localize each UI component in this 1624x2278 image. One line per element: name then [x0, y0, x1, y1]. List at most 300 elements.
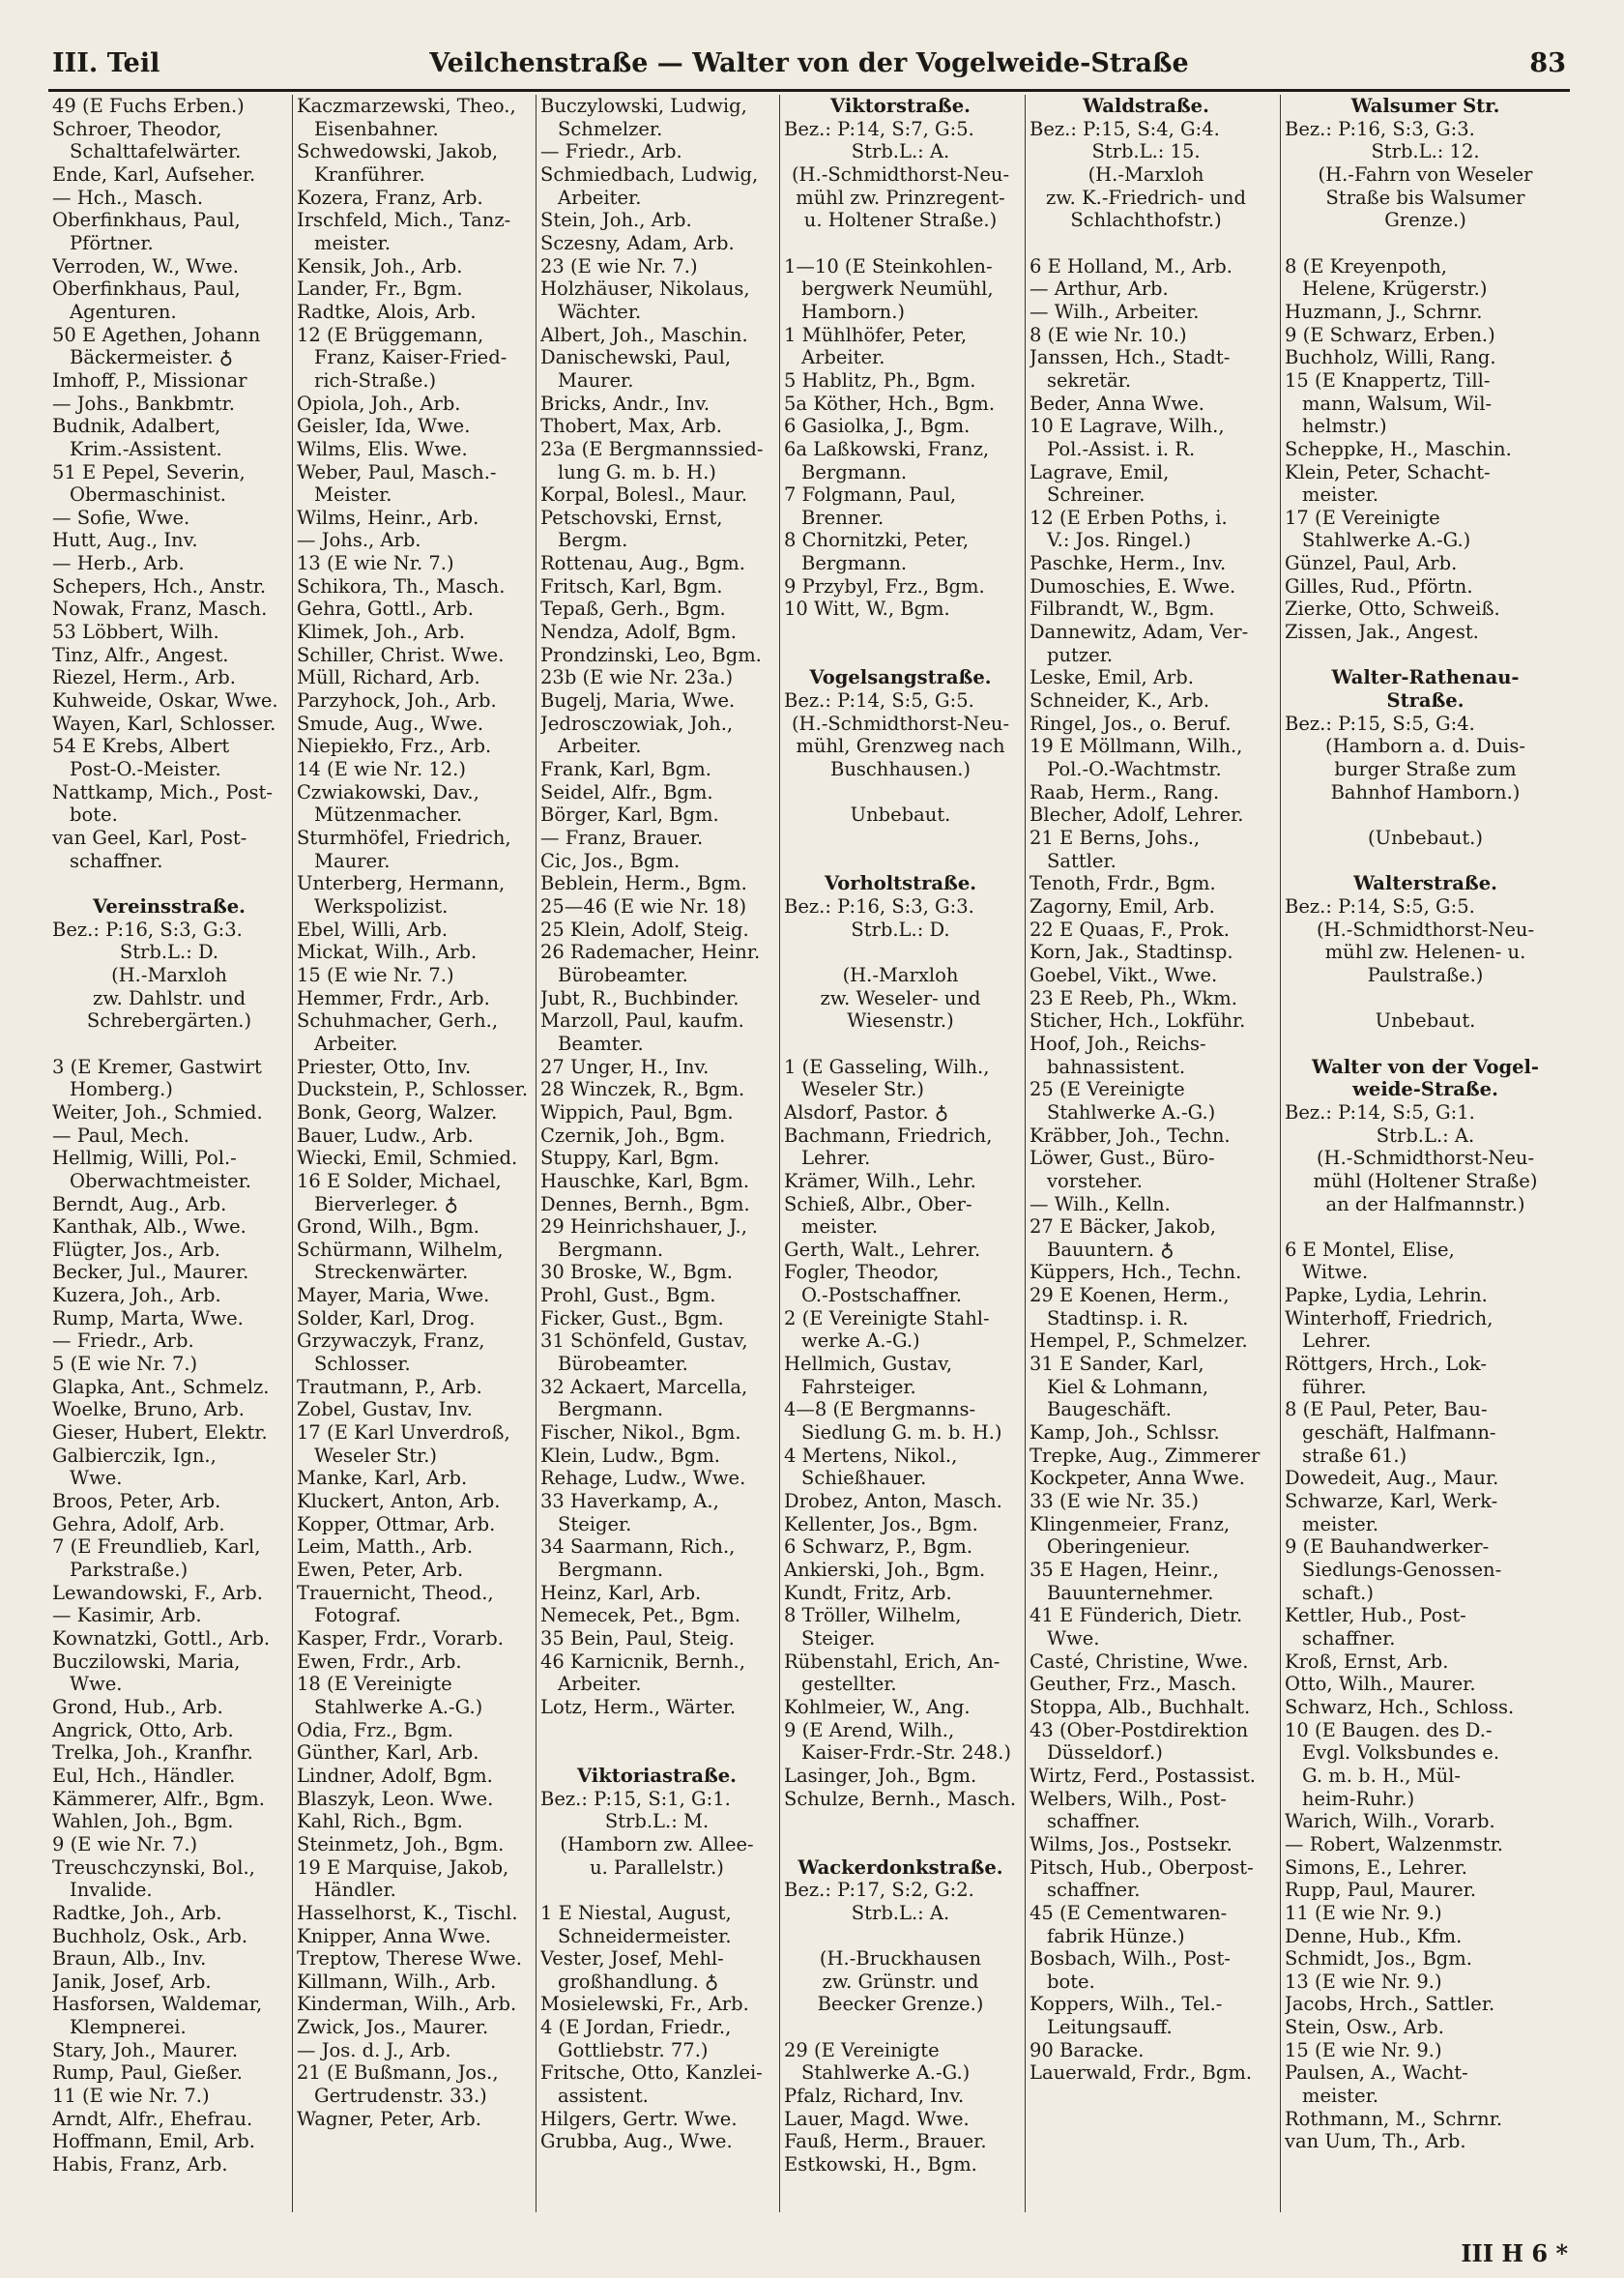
entry-line: Lewandowski, F., Arb.	[52, 1581, 263, 1604]
entry-line: 6 E Holland, M., Arb.	[1030, 254, 1232, 277]
entry-line: 13 (E wie Nr. 7.)	[297, 552, 454, 575]
entry-line: Kuzera, Joh., Arb.	[52, 1284, 221, 1307]
entry-line: Gilles, Rud., Pförtn.	[1285, 574, 1473, 598]
entry-line: meister.	[1302, 2085, 1379, 2108]
entry-line: Kellenter, Jos., Bgm.	[784, 1512, 978, 1535]
entry-line: Strb.L.: A.	[851, 140, 950, 163]
entry-line: Simons, E., Lehrer.	[1285, 1855, 1467, 1879]
entry-line: Stahlwerke A.-G.)	[314, 1695, 483, 1718]
entry-line: Hellmich, Gustav,	[784, 1353, 953, 1376]
entry-line: Drobez, Anton, Masch.	[784, 1490, 1002, 1513]
entry-line: Schieß, Albr., Ober-	[784, 1192, 972, 1215]
entry-line: Leim, Matth., Arb.	[297, 1535, 474, 1559]
entry-line: 1 (E Gasseling, Wilh.,	[784, 1055, 990, 1078]
column-3	[536, 95, 777, 2212]
entry-line: Schwarz, Hch., Schloss.	[1285, 1695, 1515, 1718]
entry-line	[784, 1833, 1017, 1856]
entry-line: Arbeiter.	[558, 186, 642, 209]
entry-line: Rump, Marta, Wwe.	[52, 1306, 244, 1329]
entry-line: Blecher, Adolf, Lehrer.	[1030, 803, 1244, 827]
entry-line: Casté, Christine, Wwe.	[1030, 1650, 1249, 1673]
entry-line: Ficker, Gust., Bgm.	[540, 1306, 724, 1329]
entry-line: geschäft, Halfmann-	[1302, 1421, 1496, 1445]
entry-line: mühl, Grenzweg nach	[796, 735, 1005, 758]
entry-line: Wahlen, Joh., Bgm.	[52, 1810, 234, 1833]
entry-line: Schwedowski, Jakob,	[297, 140, 499, 163]
entry-line: Mosielewski, Fr., Arb.	[540, 1993, 749, 2016]
entry-line: 35 E Hagen, Heinr.,	[1030, 1559, 1219, 1581]
entry-line: Klingenmeier, Franz,	[1030, 1512, 1231, 1535]
entry-line: Mützenmacher.	[314, 803, 463, 827]
entry-line: Strb.L.: A.	[851, 1901, 950, 1924]
entry-line	[784, 781, 1017, 804]
street-heading: Walsumer Str.	[1350, 95, 1500, 117]
entry-line: 90 Baracke.	[1030, 2038, 1145, 2061]
entry-line: — Johs., Bankbmtr.	[52, 392, 235, 415]
entry-line	[784, 1925, 1017, 1948]
entry-line: — Paul, Mech.	[52, 1124, 189, 1147]
entry-line: Habis, Franz, Arb.	[52, 2153, 228, 2176]
entry-line: Stahlwerke A.-G.)	[801, 2061, 971, 2085]
entry-line	[1285, 1033, 1566, 1056]
entry-line: Bosbach, Wilh., Post-	[1030, 1947, 1231, 1971]
entry-line: Korn, Jak., Stadtinsp.	[1030, 941, 1233, 964]
entry-line: Rehage, Ludw., Wwe.	[540, 1467, 746, 1490]
entry-line: helmstr.)	[1302, 415, 1387, 438]
entry-line: Kranführer.	[314, 162, 425, 186]
entry-line	[784, 850, 1017, 873]
entry-line: Schalttafelwärter.	[70, 140, 242, 163]
entry-line: Arbeiter.	[801, 346, 885, 369]
entry-line	[1285, 232, 1566, 255]
street-heading: Viktorstraße.	[830, 95, 971, 117]
entry-line: führer.	[1302, 1375, 1367, 1398]
entry-line: Nattkamp, Mich., Post-	[52, 780, 273, 803]
entry-line: Küppers, Hch., Techn.	[1030, 1261, 1242, 1284]
entry-line: Parzyhock, Joh., Arb.	[297, 689, 497, 713]
entry-line: 1—10 (E Steinkohlen-	[784, 254, 993, 277]
entry-line: 25—46 (E wie Nr. 18)	[540, 894, 747, 918]
entry-line: 35 Bein, Paul, Steig.	[540, 1626, 735, 1650]
entry-line: Weiter, Joh., Schmied.	[52, 1100, 263, 1124]
entry-line: Bez.: P:15, S:4, G:4.	[1030, 117, 1220, 140]
entry-line: Steiger.	[801, 1626, 876, 1650]
entry-line: Wächter.	[558, 300, 642, 323]
entry-line: zw. Weseler- und	[820, 986, 981, 1009]
column-5	[1025, 95, 1266, 2212]
entry-line: Unterberg, Hermann,	[297, 872, 506, 895]
entry-line: Siedlungs-Genossen-	[1302, 1559, 1502, 1581]
street-heading: Straße.	[1386, 689, 1464, 713]
street-heading: Walterstraße.	[1353, 872, 1497, 895]
entry-line: Geisler, Ida, Wwe.	[297, 415, 471, 438]
column-6	[1280, 95, 1570, 2212]
entry-line: Bauer, Ludw., Arb.	[297, 1124, 474, 1147]
entry-line: 3 (E Kremer, Gastwirt	[52, 1055, 262, 1078]
entry-line: Lasinger, Joh., Bgm.	[784, 1764, 977, 1787]
entry-line: meister.	[801, 1215, 879, 1239]
entry-line: Stahlwerke A.-G.)	[1302, 529, 1471, 552]
entry-line: Verroden, W., Wwe.	[52, 254, 239, 277]
entry-line: Homberg.)	[70, 1078, 173, 1101]
entry-line: 15 (E Knappertz, Till-	[1285, 368, 1491, 392]
entry-line: zw. K.-Friedrich- und	[1046, 186, 1246, 209]
entry-line: Bauunternehmer.	[1047, 1581, 1214, 1604]
entry-line: 7 (E Freundlieb, Karl,	[52, 1535, 261, 1559]
entry-line: Buschhausen.)	[829, 758, 972, 781]
entry-line	[1285, 803, 1566, 827]
entry-line: Killmann, Wilh., Arb.	[297, 1970, 497, 1993]
entry-line: mühl (Holtener Straße)	[1313, 1169, 1538, 1192]
entry-line: Kohlmeier, W., Ang.	[784, 1695, 971, 1718]
entry-line: 23a (E Bergmannssied-	[540, 437, 764, 460]
entry-line: Siedlung G. m. b. H.)	[801, 1421, 1002, 1445]
entry-line: Stadtinsp. i. R.	[1047, 1306, 1189, 1329]
entry-line: 17 (E Vereinigte	[1285, 506, 1440, 529]
entry-line: Treuschczynski, Bol.,	[52, 1855, 255, 1879]
print-signature: III H 6 *	[1461, 2239, 1568, 2267]
entry-line: 15 (E wie Nr. 9.)	[1285, 2038, 1442, 2061]
entry-line: Huzmann, J., Schrnr.	[1285, 300, 1483, 323]
entry-line: Paulstraße.)	[1367, 963, 1484, 986]
entry-line: Franz, Kaiser-Fried-	[314, 346, 508, 369]
entry-line: 11 (E wie Nr. 9.)	[1285, 1901, 1442, 1924]
street-heading: weide-Straße.	[1352, 1078, 1498, 1101]
entry-line: Straße bis Walsumer	[1325, 186, 1525, 209]
entry-line: Kamp, Joh., Schlssr.	[1030, 1421, 1220, 1445]
entry-line: lung G. m. b. H.)	[558, 460, 716, 483]
entry-line: Lindner, Adolf, Bgm.	[297, 1764, 493, 1787]
entry-line: Börger, Karl, Bgm.	[540, 803, 719, 827]
entry-line: Lauer, Magd. Wwe.	[784, 2107, 970, 2130]
entry-line: 2 (E Vereinigte Stahl-	[784, 1306, 990, 1329]
entry-line	[1030, 232, 1262, 255]
entry-line: 4 Mertens, Nikol.,	[784, 1444, 958, 1467]
entry-line: (H.-Bruckhausen	[819, 1947, 982, 1971]
entry-line: — Arthur, Arb.	[1030, 277, 1169, 301]
entry-line: 6 Schwarz, P., Bgm.	[784, 1535, 973, 1559]
entry-line	[1285, 1215, 1566, 1239]
entry-line: Jacobs, Hrch., Sattler.	[1285, 1993, 1495, 2016]
entry-line: Trepke, Aug., Zimmerer	[1030, 1444, 1261, 1467]
entry-line: — Robert, Walzenmstr.	[1285, 1832, 1503, 1855]
entry-line: Bergmann.	[801, 552, 908, 575]
entry-line: Alsdorf, Pastor. ♁	[784, 1100, 949, 1124]
entry-line: Strb.L.: D.	[851, 918, 950, 941]
entry-line: schaffner.	[1047, 1810, 1141, 1833]
entry-line: Stoppa, Alb., Buchhalt.	[1030, 1695, 1251, 1718]
entry-line: Pol.-O.-Wachtmstr.	[1047, 758, 1222, 781]
entry-line: 12 (E Erben Poths, i.	[1030, 506, 1228, 529]
entry-line: Schürmann, Wilhelm,	[297, 1238, 504, 1261]
entry-line: Gerth, Walt., Lehrer.	[784, 1238, 981, 1261]
entry-line: Pfalz, Richard, Inv.	[784, 2085, 965, 2108]
entry-line: Beder, Anna Wwe.	[1030, 392, 1204, 415]
entry-line: 43 (Ober-Postdirektion	[1030, 1718, 1249, 1741]
entry-line: Denne, Hub., Kfm.	[1285, 1924, 1463, 1947]
entry-line: Sczesny, Adam, Arb.	[540, 231, 735, 254]
entry-line: Paulsen, A., Wacht-	[1285, 2061, 1468, 2085]
entry-line: Wwe.	[70, 1673, 123, 1696]
entry-line: Gieser, Hubert, Elektr.	[52, 1421, 268, 1445]
entry-line: Kahl, Rich., Bgm.	[297, 1810, 463, 1833]
running-title: Veilchenstraße — Walter von der Vogelweide-Straße	[429, 48, 1189, 78]
entry-line: Strb.L.: A.	[1376, 1124, 1475, 1147]
entry-line: sekretär.	[1047, 368, 1132, 392]
entry-line: Schmelzer.	[558, 117, 663, 140]
entry-line: Imhoff, P., Missionar	[52, 368, 247, 392]
entry-line: Bugelj, Maria, Wwe.	[540, 689, 736, 713]
entry-line: Gertrudenstr. 33.)	[314, 2085, 487, 2108]
entry-line: werke A.-G.)	[801, 1329, 920, 1353]
entry-line: Wagner, Peter, Arb.	[297, 2107, 481, 2130]
entry-line: 7 Folgmann, Paul,	[784, 483, 957, 507]
entry-line: Müll, Richard, Arb.	[297, 666, 480, 689]
entry-line: 19 E Möllmann, Wilh.,	[1030, 735, 1243, 758]
entry-line: Schneidermeister.	[558, 1924, 732, 1947]
entry-line: Hoffmann, Emil, Arb.	[52, 2130, 255, 2153]
entry-line: Baugeschäft.	[1047, 1398, 1172, 1421]
entry-line: Ebel, Willi, Arb.	[297, 918, 449, 941]
street-heading: Waldstraße.	[1083, 95, 1209, 117]
entry-line: Maurer.	[314, 849, 391, 872]
entry-line: Seidel, Alfr., Bgm.	[540, 780, 713, 803]
entry-line: Kockpeter, Anna Wwe.	[1030, 1467, 1245, 1490]
street-heading: Viktoriastraße.	[577, 1764, 737, 1787]
entry-line: Strb.L.: 12.	[1371, 140, 1480, 163]
entry-line: Janik, Josef, Arb.	[52, 1970, 212, 1993]
entry-line: Oberfinkhaus, Paul,	[52, 277, 241, 301]
entry-line	[52, 872, 286, 895]
entry-line: 31 Schönfeld, Gustav,	[540, 1329, 748, 1353]
entry-line: Bez.: P:14, S:5, G:5.	[1285, 894, 1475, 918]
entry-line: Weseler Str.)	[314, 1444, 438, 1467]
entry-line: Hemmer, Frdr., Arb.	[297, 986, 490, 1009]
entry-line: 11 (E wie Nr. 7.)	[52, 2085, 210, 2108]
entry-line: Hoof, Joh., Reichs-	[1030, 1032, 1206, 1055]
entry-line: 33 (E wie Nr. 35.)	[1030, 1490, 1199, 1513]
entry-line: Eul, Hch., Händler.	[52, 1764, 236, 1787]
entry-line: Sticher, Hch., Lokführ.	[1030, 1009, 1246, 1033]
entry-line: Invalide.	[70, 1879, 153, 1902]
entry-line: Fahrsteiger.	[801, 1375, 916, 1398]
entry-line: 10 (E Baugen. des D.-	[1285, 1718, 1493, 1741]
entry-line: Bergmann.	[801, 460, 908, 483]
entry-line: Bürobeamter.	[558, 1353, 688, 1376]
entry-line: Marzoll, Paul, kaufm.	[540, 1009, 744, 1033]
entry-line: Pol.-Assist. i. R.	[1047, 437, 1196, 460]
entry-line: Steinmetz, Joh., Bgm.	[297, 1832, 505, 1855]
entry-line	[540, 1719, 773, 1742]
part-label: III. Teil	[52, 48, 160, 78]
column-2	[292, 95, 534, 2212]
entry-line: Zissen, Jak., Angest.	[1285, 621, 1479, 644]
entry-line: Lander, Fr., Bgm.	[297, 277, 463, 301]
entry-line: Wwe.	[70, 1467, 123, 1490]
entry-line: Ende, Karl, Aufseher.	[52, 162, 256, 186]
entry-line: 22 E Quaas, F., Prok.	[1030, 918, 1230, 941]
entry-line: bergwerk Neumühl,	[801, 277, 994, 301]
entry-line	[540, 1741, 773, 1765]
entry-line: 31 E Sander, Karl,	[1030, 1353, 1204, 1376]
entry-line: 23b (E wie Nr. 23a.)	[540, 666, 734, 689]
entry-line: — Sofie, Wwe.	[52, 506, 190, 529]
entry-line: Fogler, Theodor,	[784, 1261, 940, 1284]
entry-line: Angrick, Otto, Arb.	[52, 1718, 234, 1741]
entry-line: Unbebaut.	[1375, 1009, 1476, 1033]
entry-line: (Hamborn zw. Allee-	[560, 1832, 754, 1855]
entry-line: Mayer, Maria, Wwe.	[297, 1284, 490, 1307]
entry-line: 21 E Berns, Johs.,	[1030, 827, 1201, 849]
entry-line: meister.	[1302, 483, 1379, 507]
entry-line: Meister.	[314, 483, 392, 507]
entry-line: — Friedr., Arb.	[52, 1329, 194, 1353]
entry-line: Hilgers, Gertr. Wwe.	[540, 2107, 738, 2130]
entry-line: Fritsch, Karl, Bgm.	[540, 574, 723, 598]
entry-line: schaffner.	[70, 849, 163, 872]
entry-line: 26 Rademacher, Heinr.	[540, 941, 761, 964]
entry-line: (Unbebaut.)	[1368, 827, 1483, 849]
entry-line: Schreiner.	[1047, 483, 1146, 507]
entry-line: (H.-Schmidthorst-Neu-	[791, 712, 1010, 735]
entry-line: fabrik Hünze.)	[1047, 1924, 1185, 1947]
entry-line: Hasforsen, Waldemar,	[52, 1993, 263, 2016]
entry-line: meister.	[1302, 1512, 1379, 1535]
entry-line: Händler.	[314, 1879, 396, 1902]
entry-line: 25 (E Vereinigte	[1030, 1078, 1185, 1101]
entry-line: Strb.L.: D.	[119, 941, 219, 964]
entry-line: (H.-Marxloh	[1088, 162, 1204, 186]
entry-line: Broos, Peter, Arb.	[52, 1490, 221, 1513]
entry-line	[1285, 987, 1566, 1010]
entry-line: (H.-Marxloh	[111, 963, 227, 986]
entry-line: Rübenstahl, Erich, An-	[784, 1650, 1000, 1673]
street-heading: Walter von der Vogel-	[1311, 1055, 1540, 1078]
entry-line: Stuppy, Karl, Bgm.	[540, 1147, 720, 1170]
entry-line: van Geel, Karl, Post-	[52, 827, 247, 849]
entry-line: Kaiser-Frdr.-Str. 248.)	[801, 1741, 1011, 1765]
entry-line: Helene, Krügerstr.)	[1302, 277, 1488, 301]
entry-line: Bez.: P:14, S:7, G:5.	[784, 117, 974, 140]
entry-line: Kensik, Joh., Arb.	[297, 254, 463, 277]
entry-line: Filbrandt, W., Bgm.	[1030, 598, 1215, 621]
entry-line: Bäckermeister. ♁	[70, 346, 234, 369]
entry-line: Holzhäuser, Nikolaus,	[540, 277, 750, 301]
entry-line: großhandlung. ♁	[558, 1970, 719, 1993]
entry-line: 45 (E Cementwaren-	[1030, 1901, 1228, 1924]
entry-line: Fritsche, Otto, Kanzlei-	[540, 2061, 763, 2085]
entry-line: Prondzinski, Leo, Bgm.	[540, 643, 762, 666]
entry-line: Stary, Joh., Maurer.	[52, 2038, 239, 2061]
entry-line: Leske, Emil, Arb.	[1030, 666, 1194, 689]
entry-line: Oberingenieur.	[1047, 1535, 1191, 1559]
entry-line: (H.-Schmidthorst-Neu-	[791, 162, 1010, 186]
entry-line: 9 (E Arend, Wilh.,	[784, 1718, 955, 1741]
entry-line: Strb.L.: 15.	[1091, 140, 1201, 163]
entry-line: van Uum, Th., Arb.	[1285, 2130, 1466, 2153]
entry-line: Schroer, Theodor,	[52, 117, 222, 140]
entry-line: Stein, Osw., Arb.	[1285, 2016, 1444, 2039]
entry-line: Beblein, Herm., Bgm.	[540, 872, 747, 895]
entry-line: Unbebaut.	[850, 803, 951, 827]
entry-line: Krämer, Wilh., Lehr.	[784, 1169, 976, 1192]
entry-line: Kiel & Lohmann,	[1047, 1375, 1209, 1398]
entry-line: Dennes, Bernh., Bgm.	[540, 1192, 750, 1215]
entry-line: Krim.-Assistent.	[70, 437, 222, 460]
entry-line: Schwarze, Karl, Werk-	[1285, 1490, 1498, 1513]
entry-line: Kuhweide, Oskar, Wwe.	[52, 689, 278, 713]
entry-line: 18 (E Vereinigte	[297, 1673, 452, 1696]
entry-line: Fotograf.	[314, 1604, 401, 1627]
entry-line: Kinderman, Wilh., Arb.	[297, 1993, 517, 2016]
entry-line: 4 (E Jordan, Friedr.,	[540, 2016, 732, 2039]
entry-line: Hasselhorst, K., Tischl.	[297, 1901, 518, 1924]
entry-line: 9 (E Schwarz, Erben.)	[1285, 323, 1495, 346]
entry-line: an der Halfmannstr.)	[1325, 1192, 1525, 1215]
entry-line: Bez.: P:17, S:2, G:2.	[784, 1879, 974, 1902]
entry-line: Wippich, Paul, Bgm.	[540, 1100, 734, 1124]
entry-line: Grond, Hub., Arb.	[52, 1695, 223, 1718]
entry-line: Bergmann.	[558, 1559, 664, 1581]
entry-line: 10 Witt, W., Bgm.	[784, 598, 950, 621]
entry-line: Fischer, Nikol., Bgm.	[540, 1421, 741, 1445]
entry-line: Nemecek, Pet., Bgm.	[540, 1604, 741, 1627]
entry-line	[784, 1810, 1017, 1833]
entry-line: 5 (E wie Nr. 7.)	[52, 1353, 198, 1376]
entry-line: 8 Tröller, Wilhelm,	[784, 1604, 962, 1627]
entry-line: Gehra, Gottl., Arb.	[297, 598, 474, 621]
entry-line: Warich, Wilh., Vorarb.	[1285, 1810, 1495, 1833]
entry-line: 16 E Solder, Michael,	[297, 1169, 502, 1192]
entry-line: Grond, Wilh., Bgm.	[297, 1215, 479, 1239]
entry-line: Raab, Herm., Rang.	[1030, 780, 1220, 803]
entry-line: assistent.	[558, 2085, 649, 2108]
entry-line: Düsseldorf.)	[1047, 1741, 1163, 1765]
entry-line: Oberwachtmeister.	[70, 1169, 251, 1192]
entry-line: 23 E Reeb, Ph., Wkm.	[1030, 986, 1237, 1009]
entry-line	[1285, 644, 1566, 667]
entry-line	[784, 644, 1017, 667]
entry-line: Czwiakowski, Dav.,	[297, 780, 479, 803]
entry-line	[784, 2016, 1017, 2039]
column-4	[779, 95, 1021, 2212]
entry-line: Bergmann.	[558, 1238, 664, 1261]
entry-line	[784, 941, 1017, 964]
entry-line: Bahnhof Hamborn.)	[1330, 780, 1521, 803]
entry-line: V.: Jos. Ringel.)	[1047, 529, 1192, 552]
entry-line: Duckstein, P., Schlosser.	[297, 1078, 529, 1101]
entry-line: — Friedr., Arb.	[540, 140, 682, 163]
entry-line: Tenoth, Frdr., Bgm.	[1030, 872, 1216, 895]
entry-line: Prohl, Gust., Bgm.	[540, 1284, 716, 1307]
entry-line: Hellmig, Willi, Pol.-	[52, 1147, 237, 1170]
entry-line: Nowak, Franz, Masch.	[52, 598, 268, 621]
entry-line: Geuther, Frz., Masch.	[1030, 1673, 1237, 1696]
entry-line: Becker, Jul., Maurer.	[52, 1261, 249, 1284]
entry-line: Eisenbahner.	[314, 117, 439, 140]
entry-line: Wilms, Jos., Postsekr.	[1030, 1832, 1232, 1855]
entry-line: Bonk, Georg, Walzer.	[297, 1100, 498, 1124]
directory-columns	[48, 95, 1570, 2212]
entry-line: 1 E Niestal, August,	[540, 1901, 732, 1924]
entry-line: Thobert, Max, Arb.	[540, 415, 722, 438]
entry-line: Goebel, Vikt., Wwe.	[1030, 963, 1218, 986]
entry-line: schaffner.	[1047, 1879, 1141, 1902]
entry-line: Tinz, Alfr., Angest.	[52, 643, 229, 666]
entry-line: Löwer, Gust., Büro-	[1030, 1147, 1215, 1170]
entry-line: Klein, Ludw., Bgm.	[540, 1444, 721, 1467]
entry-line: Treptow, Therese Wwe.	[297, 1947, 522, 1971]
